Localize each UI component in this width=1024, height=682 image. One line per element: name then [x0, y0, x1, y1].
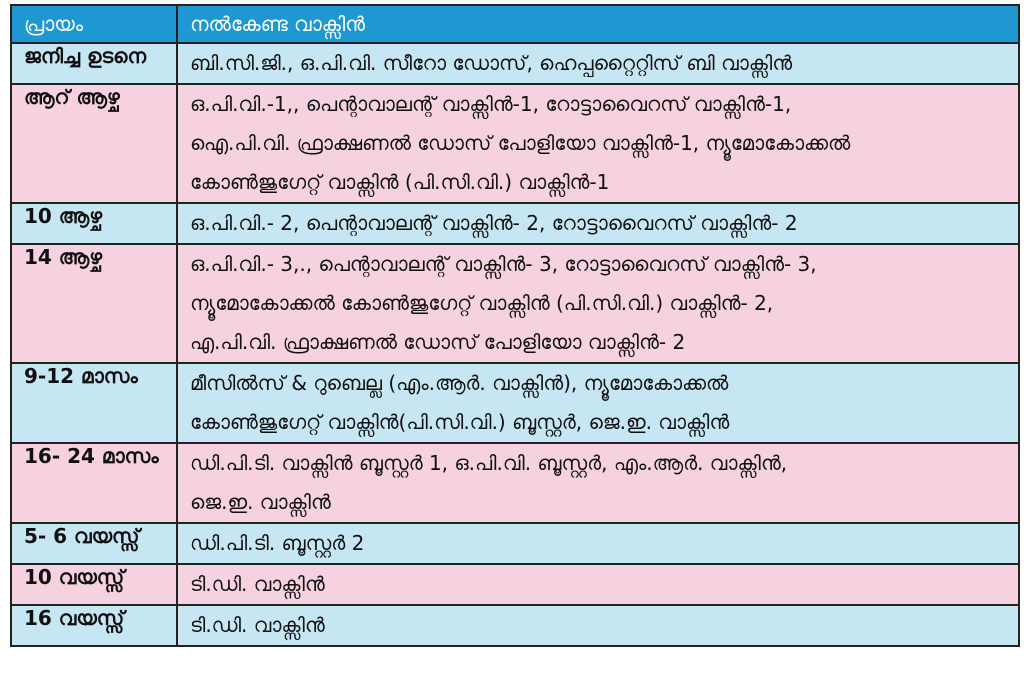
- age-cell: 14 ആഴ്ച: [11, 244, 177, 363]
- vaccine-line: ന്യൂമോകോക്കൽ കോൺജുഗേറ്റ് വാക്സിൻ (പി.സി.വി.) വാക്സിൻ- 2,: [190, 291, 774, 315]
- age-cell: 10 ആഴ്ച: [11, 203, 177, 244]
- table-row: [11, 84, 1019, 203]
- vaccination-schedule-table: [10, 4, 1020, 647]
- table-row: [11, 244, 1019, 363]
- vaccine-cell: [177, 203, 1019, 244]
- table-row: [11, 43, 1019, 84]
- vaccine-cell: [177, 523, 1019, 564]
- vaccine-line: ജെ.ഇ. വാക്സിൻ: [190, 490, 331, 514]
- age-cell: 10 വയസ്സ്: [11, 564, 177, 605]
- table-header-row: [11, 5, 1019, 43]
- vaccine-cell: [177, 244, 1019, 363]
- vaccine-cell: [177, 443, 1019, 523]
- vaccine-line: ഒ.പി.വി.- 3,., പെന്റാവാലന്റ് വാക്സിൻ- 3, റോട്ടാവൈറസ് വാക്സിൻ- 3,: [190, 252, 817, 276]
- table-row: [11, 523, 1019, 564]
- age-cell: 16 വയസ്സ്: [11, 605, 177, 646]
- vaccine-line: ടി.ഡി. വാക്സിൻ: [190, 572, 325, 596]
- vaccine-line: കോൺജുഗേറ്റ് വാക്സിൻ (പി.സി.വി.) വാക്സിൻ-1: [190, 170, 610, 194]
- vaccine-line: ടി.ഡി. വാക്സിൻ: [190, 613, 325, 637]
- age-cell: 16- 24 മാസം: [11, 443, 177, 523]
- vaccine-line: ഒ.പി.വി.-1,, പെന്റാവാലന്റ് വാക്സിൻ-1, റോട്ടാവൈറസ് വാക്സിൻ-1,: [190, 92, 792, 116]
- table-row: [11, 443, 1019, 523]
- table-row: [11, 605, 1019, 646]
- header-age: പ്രായം: [11, 5, 177, 43]
- table-row: [11, 363, 1019, 443]
- vaccine-line: ഒ.പി.വി.- 2, പെന്റാവാലന്റ് വാക്സിൻ- 2, റോട്ടാവൈറസ് വാക്സിൻ- 2: [190, 211, 798, 235]
- vaccine-cell: [177, 605, 1019, 646]
- table-row: [11, 564, 1019, 605]
- vaccine-line: കോൺജുഗേറ്റ് വാക്സിൻ(പി.സി.വി.) ബൂസ്റ്റർ, ജെ.ഇ. വാക്സിൻ: [190, 410, 730, 434]
- age-cell: ആറ് ആഴ്ച: [11, 84, 177, 203]
- vaccine-line: മീസിൽസ് & റുബെല്ല (എം.ആർ. വാക്സിൻ), ന്യൂമോകോക്കൽ: [190, 371, 729, 395]
- vaccine-line: ഡി.പി.ടി. വാക്സിൻ ബൂസ്റ്റർ 1, ഒ.പി.വി. ബൂസ്റ്റർ, എം.ആർ. വാക്സിൻ,: [190, 451, 788, 475]
- vaccine-cell: [177, 84, 1019, 203]
- vaccine-line: ഐ.പി.വി. ഫ്രാക്ഷണൽ ഡോസ് പോളിയോ വാക്സിൻ-1, ന്യൂമോകോക്കൽ: [190, 131, 851, 155]
- header-vaccine: നൽകേണ്ട വാക്സിൻ: [177, 5, 1019, 43]
- age-cell: ജനിച്ച ഉടനെ: [11, 43, 177, 84]
- vaccine-cell: [177, 363, 1019, 443]
- vaccine-cell: [177, 564, 1019, 605]
- table-row: [11, 203, 1019, 244]
- vaccine-line: ബി.സി.ജി., ഒ.പി.വി. സീറോ ഡോസ്, ഹെപ്പറ്റൈറ്റിസ് ബി വാക്സിൻ: [190, 51, 793, 75]
- vaccine-cell: [177, 43, 1019, 84]
- age-cell: 5- 6 വയസ്സ്: [11, 523, 177, 564]
- vaccine-line: ഡി.പി.ടി. ബൂസ്റ്റർ 2: [190, 531, 365, 555]
- vaccine-line: എ.പി.വി. ഫ്രാക്ഷണൽ ഡോസ് പോളിയോ വാക്സിൻ- 2: [190, 330, 686, 354]
- age-cell: 9-12 മാസം: [11, 363, 177, 443]
